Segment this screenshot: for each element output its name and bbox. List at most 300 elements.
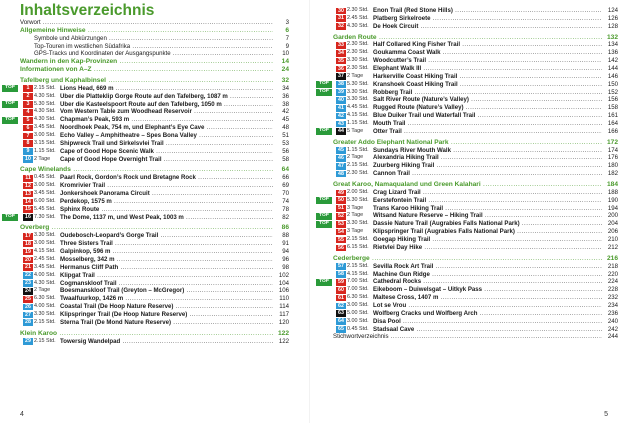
entry-label: Half Collared King Fisher Trail ..... [373,41,602,49]
entry-label: Lions Head, 669 m ..... [60,85,273,93]
entry-page-number: 110 [273,295,289,303]
entry-label: Cape Winelands ..... [20,166,273,174]
tour-number-badge: 21 [23,264,33,271]
entry-page-number: 66 [273,174,289,182]
toc-tour-entry[interactable] [333,57,618,65]
tour-number-badge: 25 [23,296,33,303]
tour-number-badge: 17 [23,233,33,240]
entry-label: Allgemeine Hinweise ..... [20,27,273,35]
toc-tour-entry[interactable] [20,174,289,182]
entry-label: Crag Lizard Trail ..... [373,189,602,197]
tour-number-badge: 58 [336,271,346,278]
tour-duration: 2.30 Std. [347,41,369,48]
tour-number-badge: 35 [336,58,346,65]
tour-duration: 2.30 Std. [347,49,369,56]
entry-label: Tafelberg und Kaphalbinsel ..... [20,77,273,85]
entry-page-number: 36 [273,93,289,101]
toc-tour-entry[interactable] [20,190,289,198]
tour-number-badge: 32 [336,23,346,30]
toc-section-heading[interactable] [20,166,289,174]
entry-page-number: 210 [602,236,618,244]
top-tour-badge: TOP [316,213,332,220]
tour-number-badge: 49 [336,190,346,197]
entry-label: Sterna Trail (De Mond Nature Reserve) ..... [60,319,273,327]
entry-page-number: 216 [602,255,618,263]
entry-label: Woodcutter’s Trail ..... [373,57,602,65]
entry-page-number: 34 [273,85,289,93]
tour-duration: 2.00 Std. [347,188,369,195]
entry-label: Otter Trail ..... [373,128,602,136]
toc-tour-entry[interactable] [20,140,289,148]
tour-duration: 2.15 Std. [34,337,56,344]
entry-page-number: 166 [602,128,618,136]
page-title: Inhaltsverzeichnis [20,2,155,19]
tour-duration: 6.30 Std. [347,294,369,301]
tour-duration: 5.30 Std. [347,196,369,203]
entry-page-number: 91 [273,240,289,248]
toc-tour-entry[interactable] [20,240,289,248]
tour-duration: 2.45 Std. [347,14,369,21]
entry-page-number: 242 [602,326,618,334]
tour-duration: 3.45 Std. [34,124,56,131]
tour-number-badge: 20 [23,257,33,264]
tour-duration: 4.15 Std. [34,248,56,255]
tour-duration: 2.45 Std. [34,255,56,262]
toc-tour-entry[interactable] [333,154,618,162]
entry-page-number: 182 [602,170,618,178]
entry-page-number: 180 [602,162,618,170]
tour-number-badge: 18 [23,241,33,248]
tour-duration: 1.15 Std. [34,147,56,154]
entry-page-number: 9 [273,43,289,51]
entry-page-number: 14 [273,58,289,66]
toc-tour-entry[interactable] [333,41,618,49]
entry-page-number: 126 [602,15,618,23]
entry-label: Echo Valley – Amphitheatre – Spes Bona Valley ..... [60,132,273,140]
tour-duration: 3.45 Std. [34,263,56,270]
tour-number-badge: 48 [336,171,346,178]
toc-tour-entry[interactable] [333,189,618,197]
tour-duration: 3.30 Std. [34,310,56,317]
tour-duration: 2.15 Std. [347,236,369,243]
toc-tour-entry[interactable] [5,116,289,124]
entry-page-number: 74 [273,198,289,206]
tour-number-badge: 50 [336,197,346,204]
entry-page-number: 128 [602,23,618,31]
toc-tour-entry[interactable] [333,286,618,294]
tour-duration: 3.00 Std. [347,301,369,308]
toc-tour-entry[interactable] [319,80,618,89]
tour-number-badge: 7 [23,133,33,140]
entry-label: Dassie Nature Trail (Augrabies Falls National Park) ..... [373,220,602,228]
toc-tour-entry[interactable] [20,311,289,319]
tour-duration: 4.00 Std. [34,271,56,278]
tour-duration: 2.30 Std. [347,170,369,177]
entry-page-number: 7 [273,35,289,43]
tour-number-badge: 54 [336,229,346,236]
tour-number-badge: 38 [336,81,346,88]
toc-tour-entry[interactable] [333,205,618,213]
toc-tour-entry[interactable] [333,326,618,334]
entry-label: Oudebosch-Leopard’s Gorge Trail ..... [60,232,273,240]
entry-label: Mouth Trail ..... [373,120,602,128]
entry-label: Cape of Good Hope Overnight Trail ..... [60,156,273,164]
top-tour-badge: TOP [316,221,332,228]
tour-number-badge: 19 [23,249,33,256]
toc-entry[interactable] [333,333,618,341]
tour-duration: 3.30 Std. [347,57,369,64]
entry-page-number: 188 [602,189,618,197]
toc-tour-entry[interactable] [333,236,618,244]
toc-tour-entry[interactable] [319,88,618,97]
toc-tour-entry[interactable] [20,295,289,303]
entry-label: Über die Platteklip Gorge Route auf den Tafelberg, 1087 m ..... [60,93,273,101]
entry-page-number: 104 [273,280,289,288]
entry-label: Rietvlei Day Hike ..... [373,244,602,252]
tour-duration: 5.30 Std. [34,100,56,107]
tour-duration: 2 Tage [347,72,364,79]
toc-tour-entry[interactable] [333,23,618,31]
entry-page-number: 70 [273,190,289,198]
tour-duration: 5 Tage [347,127,364,134]
entry-label: Harkerville Coast Hiking Trail ..... [373,73,602,81]
toc-tour-entry[interactable] [333,162,618,170]
tour-duration: 3.45 Std. [34,190,56,197]
toc-tour-entry[interactable] [20,198,289,206]
page-number-right: 5 [604,411,608,418]
entry-label: Klipspringer Trail (De Hoop Nature Reserve) ..... [60,311,273,319]
toc-tour-entry[interactable] [20,272,289,280]
entry-label: Alexandria Hiking Trail ..... [373,154,602,162]
toc-section-heading[interactable] [20,77,289,85]
toc-tour-entry[interactable] [20,280,289,288]
entry-page-number: 136 [602,49,618,57]
tour-duration: 3.30 Std. [347,88,369,95]
entry-page-number: 42 [273,108,289,116]
entry-page-number: 218 [602,263,618,271]
entry-label: Zuurberg Hiking Trail ..... [373,162,602,170]
toc-entry[interactable] [20,50,289,58]
tour-duration: 2 Tage [34,155,51,162]
entry-page-number: 244 [602,333,618,341]
toc-section-heading[interactable] [333,34,618,42]
entry-page-number: 102 [273,272,289,280]
toc-tour-entry[interactable] [20,287,289,295]
entry-label: Robberg Trail ..... [373,89,602,97]
tour-number-badge: 4 [23,109,33,116]
entry-page-number: 176 [602,154,618,162]
toc-tour-entry[interactable] [5,213,289,222]
entry-label: Coastal Trail (De Hoop Nature Reserve) ..... [60,303,273,311]
tour-duration: 0.45 Std. [34,174,56,181]
entry-label: Hermanus Cliff Path ..... [60,264,273,272]
toc-tour-entry[interactable] [20,124,289,132]
entry-label: Cogmanskloof Trail ..... [60,280,273,288]
entry-label: Informationen von A–Z ..... [20,66,273,74]
entry-label: Boesmanskloof Trail (Greyton – McGregor) ..... [60,287,273,295]
entry-page-number: 174 [602,147,618,155]
entry-page-number: 240 [602,318,618,326]
entry-label: Sevilla Rock Art Trail ..... [373,263,602,271]
tour-number-badge: 57 [336,263,346,270]
tour-duration: 3 Tage [347,204,364,211]
entry-page-number: 124 [602,7,618,15]
entry-page-number: 161 [602,112,618,120]
tour-duration: 2 Tage [34,287,51,294]
toc-tour-entry[interactable] [333,73,618,81]
top-tour-badge: TOP [316,279,332,286]
toc-tour-entry[interactable] [333,310,618,318]
toc-tour-entry[interactable] [333,318,618,326]
toc-tour-entry[interactable] [5,84,289,93]
top-tour-badge: TOP [316,89,332,96]
toc-tour-entry[interactable] [20,248,289,256]
entry-label: Shipwreck Trail und Sirkelsvlei Trail ..... [60,140,273,148]
entry-label: Kranshoek Coast Hiking Trail ..... [373,81,602,89]
entry-page-number: 114 [273,303,289,311]
entry-page-number: 122 [273,338,289,346]
entry-label: Kromrivier Trail ..... [60,182,273,190]
entry-page-number: 144 [602,65,618,73]
entry-label: Greater Addo Elephant National Park ..... [333,139,602,147]
entry-page-number: 146 [602,73,618,81]
toc-tour-entry[interactable] [333,228,618,236]
tour-number-badge: 23 [23,280,33,287]
entry-label: Blue Duiker Trail und Waterfall Trail ..... [373,112,602,120]
entry-label: Top-Touren im westlichen Südafrika ..... [34,43,273,51]
entry-page-number: 86 [273,224,289,232]
entry-page-number: 194 [602,205,618,213]
entry-page-number: 96 [273,256,289,264]
tour-duration: 3.00 Std. [347,317,369,324]
entry-page-number: 220 [602,271,618,279]
toc-tour-entry[interactable] [20,182,289,190]
entry-page-number: 45 [273,116,289,124]
toc-section-heading[interactable] [333,139,618,147]
entry-label: Wolfberg Cracks und Wolfberg Arch ..... [373,310,602,318]
tour-duration: 5.45 Std. [34,205,56,212]
toc-tour-entry[interactable] [333,170,618,178]
toc-section-heading[interactable] [20,27,289,35]
toc-tour-entry[interactable] [333,49,618,57]
tour-duration: 3.00 Std. [34,182,56,189]
tour-number-badge: 56 [336,245,346,252]
toc-entry[interactable] [20,19,289,27]
toc-tour-entry[interactable] [20,108,289,116]
entry-label: Disa Pool ..... [373,318,602,326]
toc-section-heading[interactable] [333,181,618,189]
toc-tour-entry[interactable] [333,263,618,271]
tour-duration: 3.00 Std. [34,240,56,247]
toc-tour-entry[interactable] [20,132,289,140]
tour-duration: 4.30 Std. [347,22,369,29]
tour-number-badge: 53 [336,221,346,228]
tour-duration: 3 Tage [347,228,364,235]
tour-number-badge: 41 [336,105,346,112]
entry-page-number: 120 [273,319,289,327]
entry-label: Mosselberg, 342 m ..... [60,256,273,264]
tour-number-badge: 37 [336,73,346,80]
toc-tour-entry[interactable] [333,120,618,128]
toc-tour-entry[interactable] [20,319,289,327]
entry-page-number: 53 [273,140,289,148]
toc-entry[interactable] [20,35,289,43]
entry-page-number: 78 [273,206,289,214]
entry-label: Galpinkop, 596 m ..... [60,248,273,256]
entry-page-number: 212 [602,244,618,252]
tour-duration: 4.45 Std. [347,104,369,111]
toc-tour-entry[interactable] [319,220,618,228]
tour-number-badge: 24 [23,288,33,295]
tour-number-badge: 62 [336,303,346,310]
tour-number-badge: 30 [336,8,346,15]
tour-duration: 3.30 Std. [347,220,369,227]
toc-tour-entry[interactable] [333,271,618,279]
tour-number-badge: 13 [23,191,33,198]
tour-duration: 4.30 Std. [34,279,56,286]
tour-duration: 4.00 Std. [34,303,56,310]
toc-tour-entry[interactable] [333,147,618,155]
tour-number-badge: 5 [23,117,33,124]
tour-number-badge: 26 [23,304,33,311]
tour-duration: 2.15 Std. [34,318,56,325]
top-tour-badge: TOP [316,128,332,135]
entry-label: Über die Kasteelspoort Route auf den Tafelberg, 1050 m ..... [60,101,273,109]
entry-page-number: 224 [602,278,618,286]
toc-tour-entry[interactable] [333,294,618,302]
toc-tour-entry[interactable] [333,65,618,73]
tour-duration: 2 Tage [347,212,364,219]
tour-duration: 3.00 Std. [34,132,56,139]
tour-number-badge: 36 [336,66,346,73]
entry-label: Vorwort ..... [20,19,273,27]
toc-tour-entry[interactable] [333,96,618,104]
top-tour-badge: TOP [2,85,18,92]
entry-label: Great Karoo, Namaqualand und Green Kalahari ..... [333,181,602,189]
tour-duration: 3.15 Std. [34,139,56,146]
entry-page-number: 132 [602,34,618,42]
entry-page-number: 164 [602,120,618,128]
toc-tour-entry[interactable] [333,112,618,120]
toc-entry[interactable] [20,43,289,51]
entry-page-number: 32 [273,77,289,85]
tour-number-badge: 64 [336,318,346,325]
tour-duration: 7.30 Std. [34,213,56,220]
entry-page-number: 82 [273,214,289,222]
toc-tour-entry[interactable] [20,148,289,156]
tour-number-badge: 45 [336,147,346,154]
tour-duration: 4.15 Std. [347,112,369,119]
entry-page-number: 228 [602,286,618,294]
entry-page-number: 10 [273,50,289,58]
entry-label: Garden Route ..... [333,34,602,42]
toc-tour-entry[interactable] [5,100,289,109]
toc-tour-entry[interactable] [20,206,289,214]
entry-page-number: 38 [273,101,289,109]
entry-page-number: 172 [602,139,618,147]
toc-tour-entry[interactable] [20,338,289,346]
tour-number-badge: 39 [336,89,346,96]
entry-label: Lot se Vrou ..... [373,302,602,310]
tour-duration: 3.30 Std. [34,232,56,239]
entry-page-number: 232 [602,294,618,302]
toc-tour-entry[interactable] [20,264,289,272]
entry-label: Goukamma Coast Walk ..... [373,49,602,57]
toc-tour-entry[interactable] [333,104,618,112]
entry-page-number: 190 [602,197,618,205]
toc-tour-entry[interactable] [20,156,289,164]
tour-duration: 5.00 Std. [347,309,369,316]
top-tour-badge: TOP [2,214,18,221]
tour-duration: 7.00 Std. [347,278,369,285]
tour-number-badge: 40 [336,97,346,104]
entry-label: Maltese Cross, 1407 m ..... [373,294,602,302]
toc-tour-entry[interactable] [333,15,618,23]
tour-number-badge: 34 [336,50,346,57]
toc-section-heading[interactable] [20,58,289,66]
tour-duration: 1.15 Std. [347,146,369,153]
tour-number-badge: 46 [336,155,346,162]
tour-number-badge: 59 [336,279,346,286]
tour-number-badge: 33 [336,42,346,49]
tour-number-badge: 61 [336,295,346,302]
entry-page-number: 56 [273,148,289,156]
entry-label: Salt River Route (Nature’s Valley) ..... [373,96,602,104]
entry-page-number: 206 [602,228,618,236]
toc-tour-entry[interactable] [319,212,618,220]
tour-duration: 4.30 Std. [34,116,56,123]
entry-page-number: 6 [273,27,289,35]
toc-tour-entry[interactable] [20,256,289,264]
toc-section-heading[interactable] [333,255,618,263]
entry-label: Witsand Nature Reserve – Hiking Trail ..... [373,212,602,220]
entry-label: Eikeboom – Duiwelsgat – Uitkyk Pass ..... [373,286,602,294]
tour-number-badge: 29 [23,338,33,345]
entry-page-number: 184 [602,181,618,189]
toc-tour-entry[interactable] [20,93,289,101]
entry-page-number: 150 [602,81,618,89]
entry-label: Chapman’s Peak, 593 m ..... [60,116,273,124]
entry-label: Paarl Rock, Gordon’s Rock und Bretagne Rock ..... [60,174,273,182]
toc-section-heading[interactable] [20,224,289,232]
toc-section-heading[interactable] [20,66,289,74]
tour-number-badge: 12 [23,183,33,190]
entry-page-number: 51 [273,132,289,140]
toc-tour-entry[interactable] [319,196,618,205]
entry-label: Cederberge ..... [333,255,602,263]
entry-label: Machine Gun Ridge ..... [373,271,602,279]
toc-left-column [5,19,289,345]
entry-page-number: 204 [602,220,618,228]
entry-page-number: 236 [602,310,618,318]
toc-tour-entry[interactable] [319,127,618,136]
entry-page-number: 48 [273,124,289,132]
toc-tour-entry[interactable] [333,302,618,310]
top-tour-badge: TOP [2,117,18,124]
toc-tour-entry[interactable] [333,244,618,252]
entry-page-number: 3 [273,19,289,27]
tour-duration: 6.30 Std. [34,295,56,302]
tour-duration: 2.15 Std. [347,162,369,169]
toc-tour-entry[interactable] [20,232,289,240]
entry-page-number: 134 [602,41,618,49]
toc-tour-entry[interactable] [20,303,289,311]
toc-section-heading[interactable] [20,330,289,338]
entry-label: Eerstefontein Trail ..... [373,197,602,205]
toc-tour-entry[interactable] [319,278,618,286]
tour-duration: 2.15 Std. [347,262,369,269]
toc-tour-entry[interactable] [333,7,618,15]
